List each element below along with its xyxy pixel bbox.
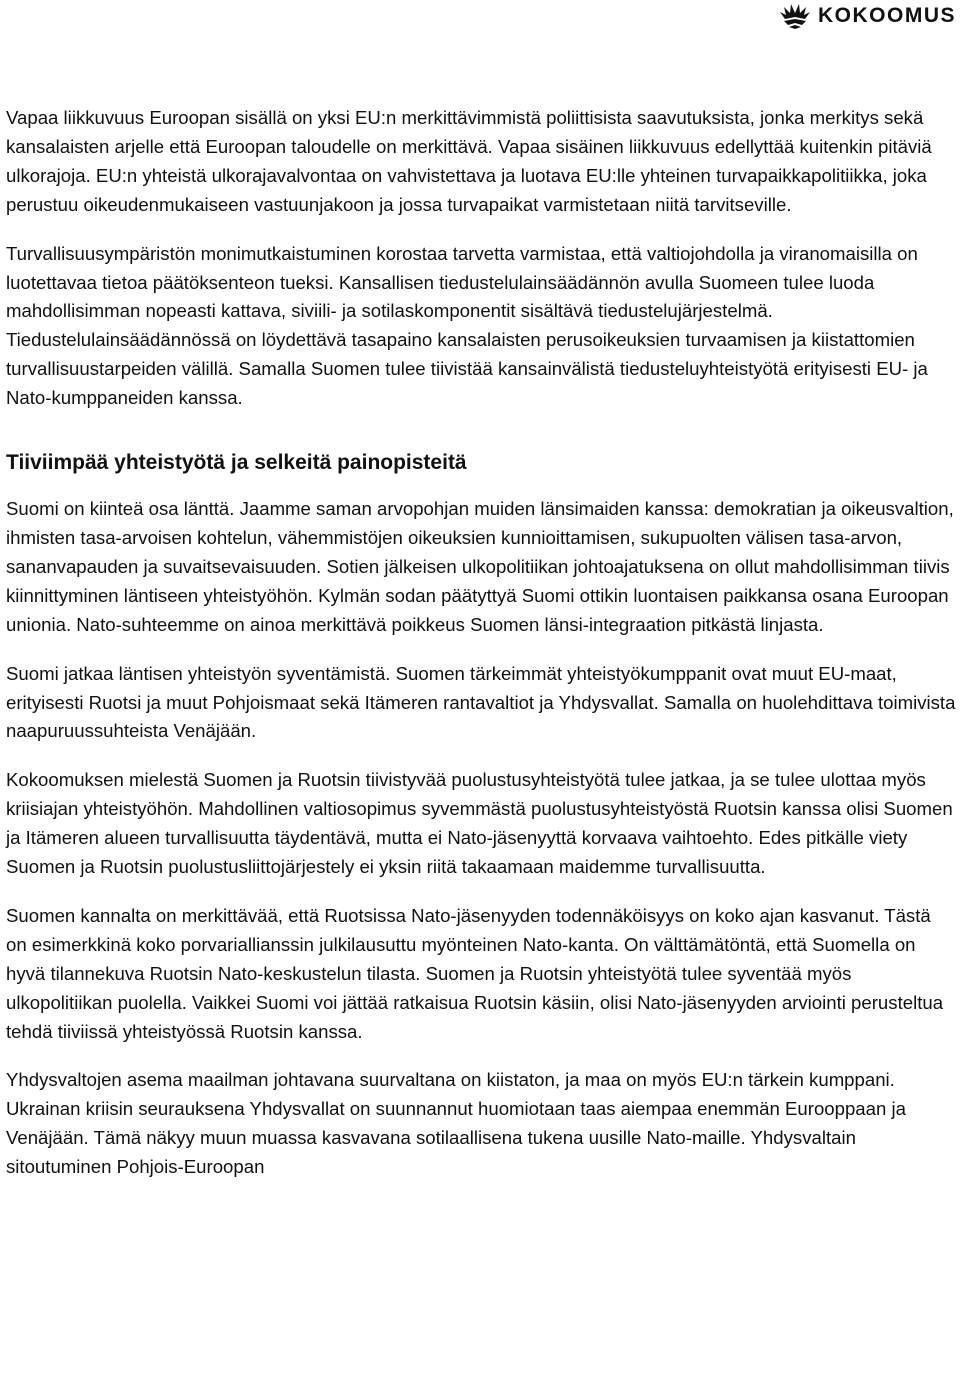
- section-heading: Tiiviimpää yhteistyötä ja selkeitä painopisteitä: [6, 451, 467, 475]
- paragraph-united-states: Yhdysvaltojen asema maailman johtavana suurvaltana on kiistaton, ja maa on myös EU:n tärkein kumppani. Ukrainan kriisin seurauksena Yhdysvallat on suunnannut huomiotaan taas aiempaa enemmän Eurooppaan ja Venäjään. Tämä näkyy muun muassa kasvavana sotilaallisena tukena uusille Nato-maille. Yhdysvaltain sitoutuminen Pohjois-Euroopan: [6, 1069, 906, 1178]
- paragraph-sweden-nato: Suomen kannalta on merkittävää, että Ruotsissa Nato-jäsenyyden todennäköisyys on koko ajan kasvanut. Tästä on esimerkkinä koko porvariallianssin julkilausuttu myönteinen Nato-kanta. On välttämätöntä, että Suomella on hyvä tilannekuva Ruotsin Nato-keskustelun tilasta. Suomen ja Ruotsin yhteistyötä tulee syventää myös ulkopolitiikan puolella. Vaikkei Suomi voi jättää ratkaisua Ruotsin käsiin, olisi Nato-jäsenyyden arviointi perusteltua tehdä tiiviissä yhteistyössä Ruotsin kanssa.: [6, 904, 944, 1042]
- paragraph-sweden-defence: Kokoomuksen mielestä Suomen ja Ruotsin tiivistyvää puolustusyhteistyötä tulee jatkaa, ja se tulee ulottaa myös kriisiajan yhteistyöhön. Mahdollinen valtiosopimus syvemmästä puolustusyhteistyöstä Ruotsin kanssa olisi Suomen ja Itämeren alueen turvallisuutta täydentävä, mutta ei Nato-jäsenyyttä korvaava vaihtoehto. Edes pitkälle viety Suomen ja Ruotsin puolustusliittojärjestely ei yksin riitä takaamaan maidemme turvallisuutta.: [6, 769, 953, 878]
- kokoomus-logo: [778, 2, 956, 30]
- paragraph-free-movement: Vapaa liikkuvuus Euroopan sisällä on yksi EU:n merkittävimmistä poliittisista saavutuksista, jonka merkitys sekä kansalaisten arjelle että Euroopan taloudelle on merkittävä. Vapaa sisäinen liikkuvuus edellyttää kuitenkin pitäviä ulkorajoja. EU:n yhteistä ulkorajavalvontaa on vahvistettava ja luotava EU:lle yhteinen turvapaikkapolitiikka, joka perustuu oikeudenmukaiseen vastuunjakoon ja jossa turvapaikat varmistetaan niitä tarvitseville.: [6, 107, 932, 215]
- document-body: [6, 104, 956, 1182]
- logo-wordmark: KOKOOMUS: [818, 4, 956, 27]
- paragraph-western-cooperation: Suomi jatkaa läntisen yhteistyön syventämistä. Suomen tärkeimmät yhteistyökumppanit ovat muut EU-maat, erityisesti Ruotsi ja muut Pohjoismaat sekä Itämeren rantavaltiot ja Yhdysvallat. Samalla on huolehdittava toimivista naapuruussuhteista Venäjään.: [6, 662, 956, 742]
- paragraph-intelligence: Turvallisuusympäristön monimutkaistuminen korostaa tarvetta varmistaa, että valtiojohdolla ja viranomaisilla on luotettavaa tietoa päätöksenteon tueksi. Kansallisen tiedustelulainsäädännön avulla Suomeen tulee luoda mahdollisimman nopeasti kattava, siviili- ja sotilaskomponentit sisältävä tiedustelujärjestelmä. Tiedustelulainsäädännössä on löydettävä tasapaino kansalaisten perusoikeuksien turvaamisen ja kiistattomien turvallisuustarpeiden välillä. Samalla Suomen tulee tiivistää kansainvälistä tiedusteluyhteistyötä erityisesti EU- ja Nato-kumppaneiden kanssa.: [6, 242, 928, 409]
- kokoomus-bird-flame-icon: [778, 3, 812, 29]
- paragraph-west: Suomi on kiinteä osa länttä. Jaamme saman arvopohjan muiden länsimaiden kanssa: demokratian ja oikeusvaltion, ihmisten tasa-arvoisen kohtelun, vähemmistöjen oikeuksien kunnioittamisen, sukupuolten välisen tasa-arvon, sananvapauden ja suvaitsevaisuuden. Sotien jälkeisen ulkopolitiikan johtoajatuksena on ollut mahdollisimman tiivis kiinnittyminen läntiseen yhteistyöhön. Kylmän sodan päätyttyä Suomi ottikin luontaisen paikkansa osana Euroopan unionia. Nato-suhteemme on ainoa merkittävä poikkeus Suomen länsi-integraation pitkästä linjasta.: [6, 498, 954, 635]
